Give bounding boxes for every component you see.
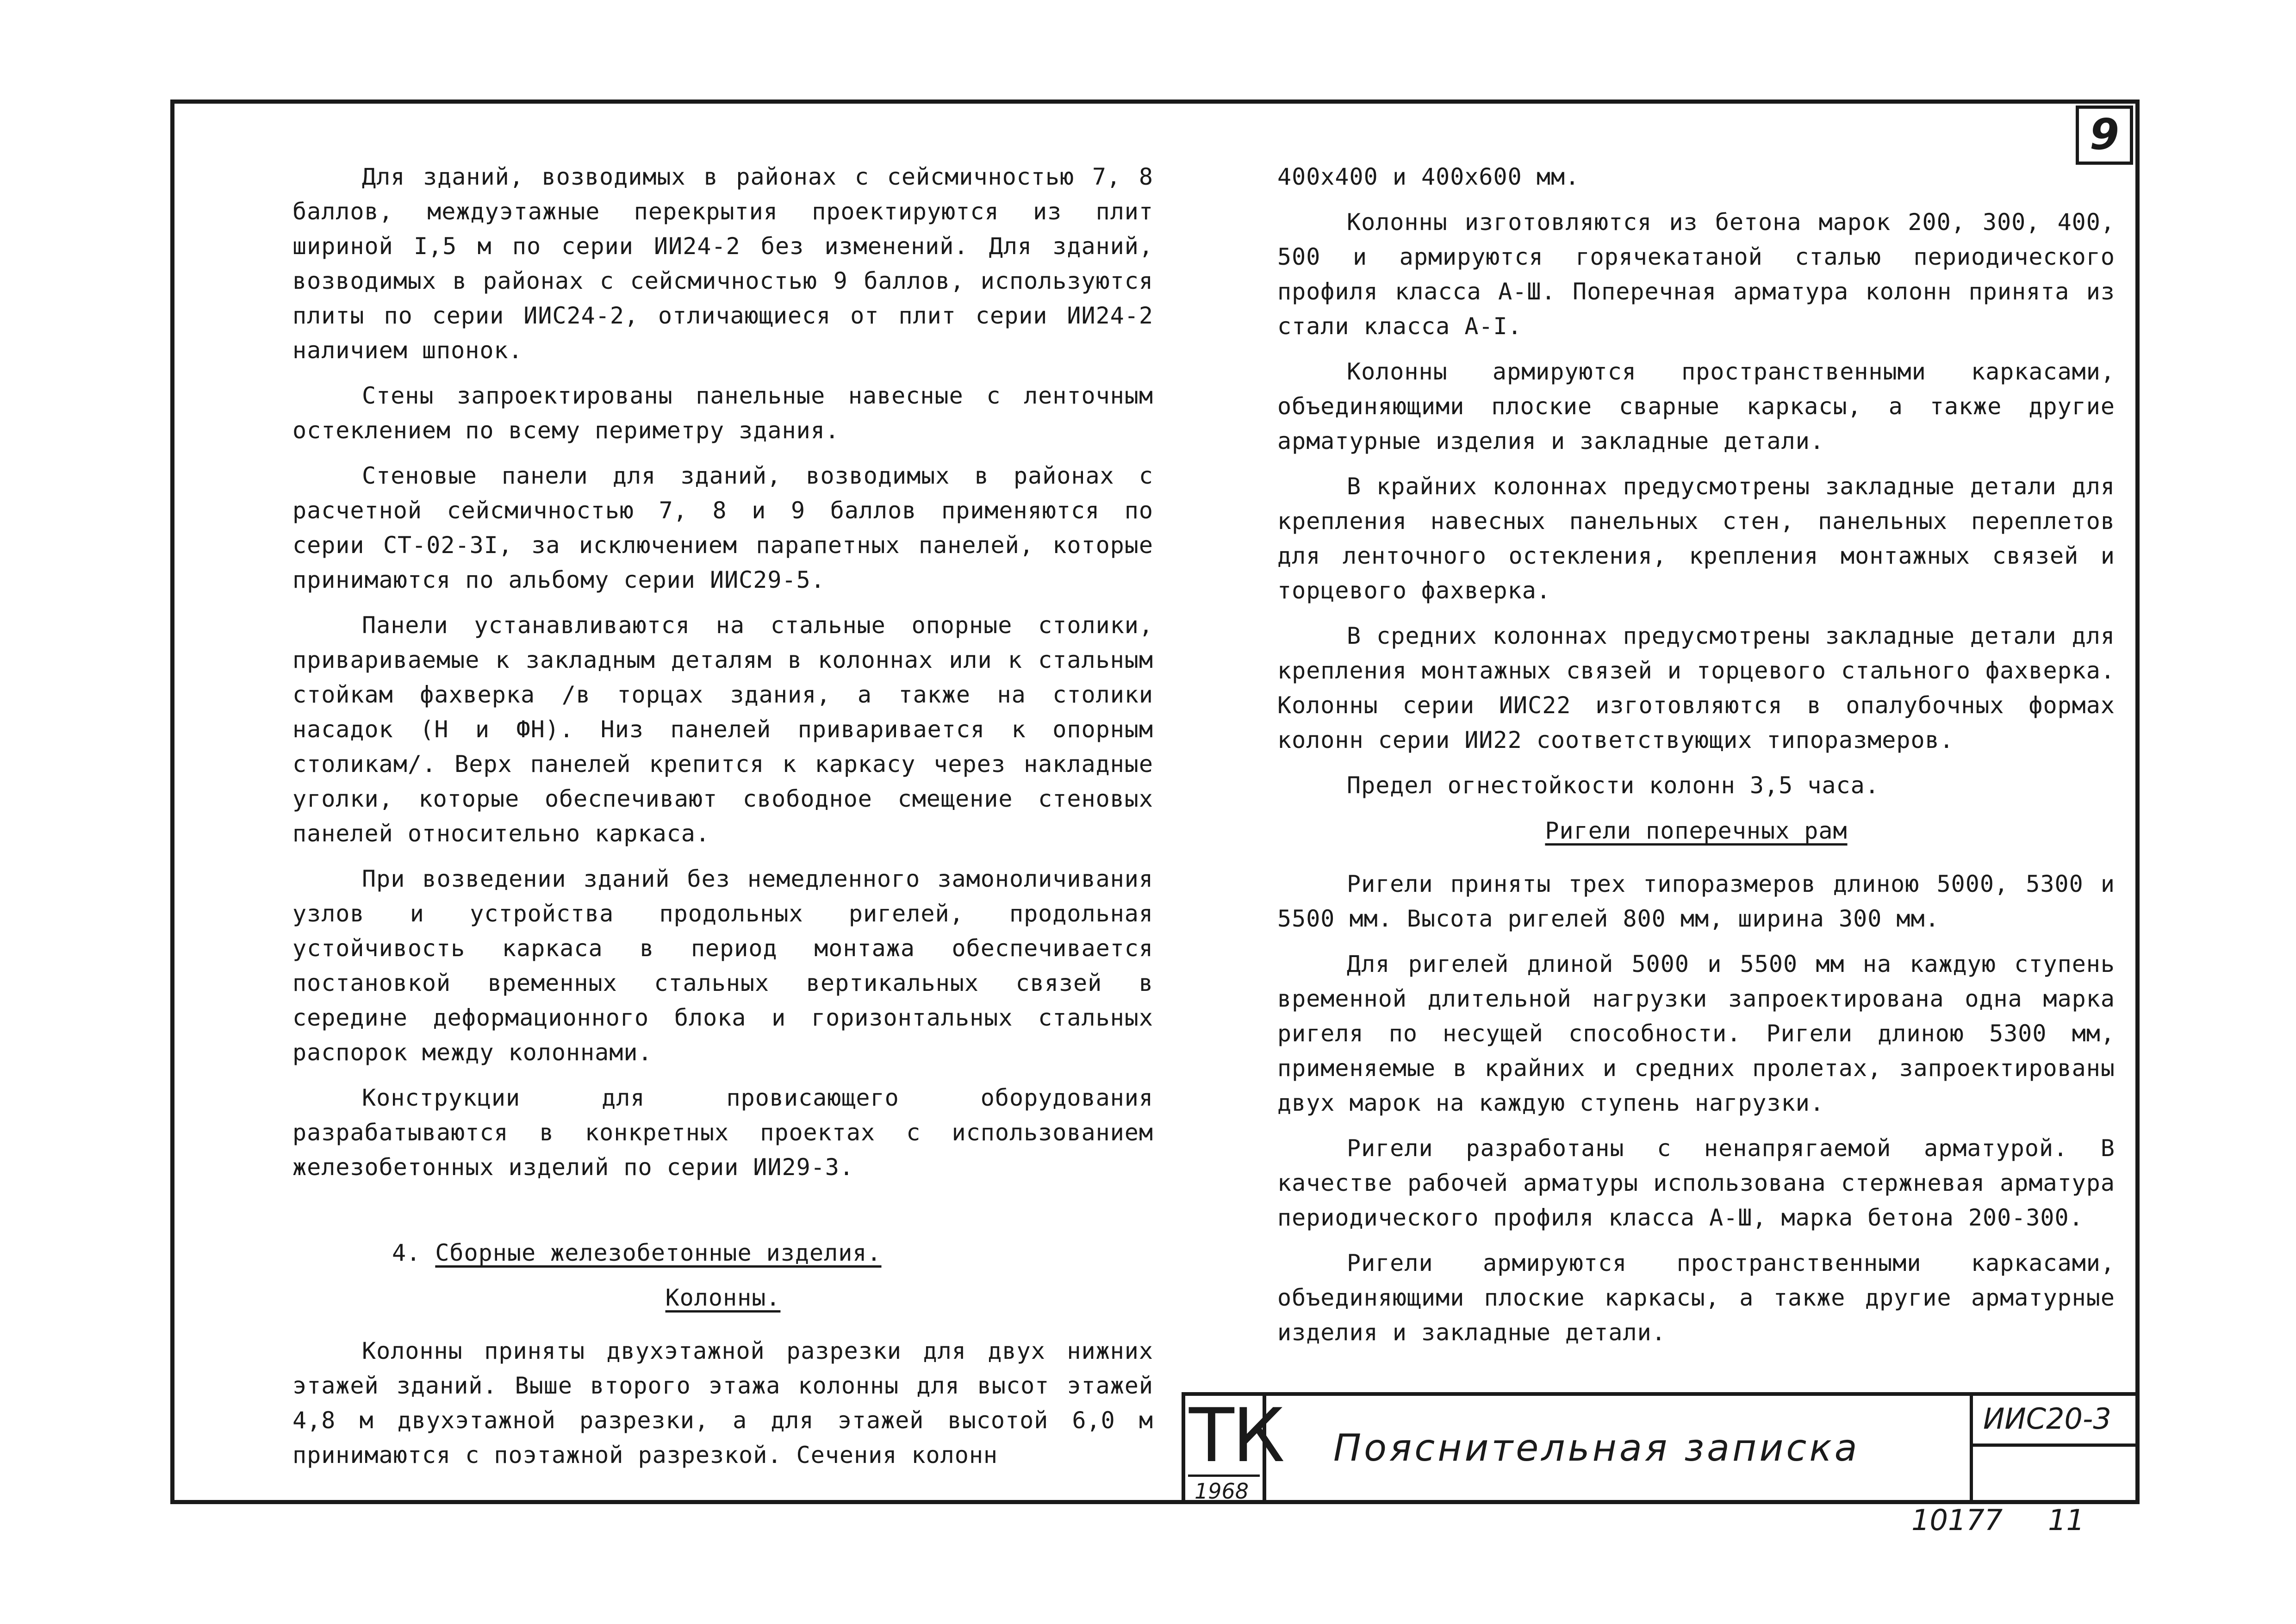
tk-logo [1185,1392,1283,1504]
subsection-heading-columns [292,1281,1153,1315]
left-text-column [292,160,1153,1483]
section-number: 4. [392,1239,421,1266]
inventory-number: 10177 [1911,1503,2003,1537]
paragraph-beam-rebar: Ригели разработаны с ненапрягаемой арматурой. В качестве рабочей арматуры использована стержневая арматура периодического профиля класса А-Ш, марка бетона 200-300. [1277,1135,2115,1231]
paragraph-column-concrete: Колонны изготовляются из бетона марок 200, 300, 400, 500 и армируются горячекатаной сталью периодического профиля класса А-Ш. Поперечная арматура колонн принята из стали класса А-I. [1277,209,2115,340]
tk-logo-year: 1968 [1195,1479,1249,1504]
page-number: 9 [2076,106,2133,165]
tk-logo-letters: ТК [1189,1392,1283,1479]
paragraph-middle-columns: В средних колоннах предусмотрены закладные детали для крепления монтажных связей и торцевого стального фахверка. Колонны серии ИИС22 изготовляются в опалубочных формах колонн серии ИИ22 соответствующих типоразмеров. [1277,622,2115,753]
subsection-title-beams: Ригели поперечных рам [1545,817,1848,844]
paragraph-floors: Для зданий, возводимых в районах с сейсмичностью 7, 8 баллов, междуэтажные перекрытия проектируются из плит шириной I,5 м по серии ИИ24-2 без изменений. Для зданий, возводимых в районах с сейсмичностью 9 баллов, используются плиты по серии ИИС24-2, отличающиеся от плит серии ИИ24-2 наличием шпонок. [292,163,1153,364]
paragraph-column-reinforcement: Колонны армируются пространственными каркасами, объединяющими плоские сварные каркасы, а также другие арматурные изделия и закладные детали. [1277,358,2115,454]
subsection-title-columns: Колонны. [665,1284,781,1311]
right-text-column [1277,160,2115,1361]
paragraph-stability: При возведении зданий без немедленного замоноличивания узлов и устройства продольных ригелей, продольная устойчивость каркаса в период монтажа обеспечивается постановкой временных стальных вертикальных связей в середине деформационного блока и горизонтальных стальных распорок между колоннами. [292,865,1153,1066]
section-heading [292,1236,1153,1270]
paragraph-panel-mounting: Панели устанавливаются на стальные опорные столики, привариваемые к закладным деталям в колоннах или к стальным стойкам фахверка /в торцах здания, а также на столики насадок (Н и ФН). Низ панелей приваривается к опорным столикам/. Верх панелей крепится к каркасу через накладные уголки, которые обеспечивают свободное смещение стеновых панелей относительно каркаса. [292,612,1153,847]
paragraph-fire-resistance: Предел огнестойкости колонн 3,5 часа. [1347,772,1879,799]
title-block-empty-cell [1970,1447,2140,1504]
paragraph-wall-panels: Стеновые панели для зданий, возводимых в районах с расчетной сейсмичностью 7, 8 и 9 баллов применяются по серии СТ-02-3I, за исключением парапетных панелей, которые принимаются по альбому серии ИИС29-5. [292,462,1153,593]
title-block [1182,1392,2140,1504]
sheet-number: 11 [2048,1503,2084,1537]
paragraph-beam-sizes: Ригели приняты трех типоразмеров длиною 5000, 5300 и 5500 мм. Высота ригелей 800 мм, ширина 300 мм. [1277,871,2115,932]
paragraph-walls: Стены запроектированы панельные навесные с ленточным остеклением по всему периметру здания. [292,382,1153,444]
paragraph-columns-cut: Колонны приняты двухэтажной разрезки для двух нижних этажей зданий. Выше второго этажа колонны для высот этажей 4,8 м двухэтажной разрезки, а для этажей высотой 6,0 м принимаются с поэтажной разрезкой. Сечения колонн [292,1338,1153,1468]
paragraph-equipment: Конструкции для провисающего оборудования разрабатываются в конкретных проектах с использованием железобетонных изделий по серии ИИ29-3. [292,1084,1153,1181]
paragraph-continuation: 400x400 и 400x600 мм. [1277,163,1580,190]
paragraph-beam-cages: Ригели армируются пространственными каркасами, объединяющими плоские каркасы, а также другие арматурные изделия и закладные детали. [1277,1250,2115,1346]
paragraph-beam-grades: Для ригелей длиной 5000 и 5500 мм на каждую ступень временной длительной нагрузки запроектирована одна марка ригеля по несущей способности. Ригели длиною 5300 мм, применяемые в крайних и средних пролетах, запроектированы двух марок на каждую ступень нагрузки. [1277,951,2115,1116]
paragraph-edge-columns: В крайних колоннах предусмотрены закладные детали для крепления навесных панельных стен, панельных переплетов для ленточного остекления, крепления монтажных связей и торцевого фахверка. [1277,473,2115,604]
subsection-heading-beams [1277,814,2115,848]
document-title: Пояснительная записка [1333,1426,1860,1469]
series-code: ИИС20-3 [1970,1396,2140,1447]
tk-logo-divider [1188,1475,1260,1477]
section-title: Сборные железобетонные изделия. [435,1239,882,1266]
